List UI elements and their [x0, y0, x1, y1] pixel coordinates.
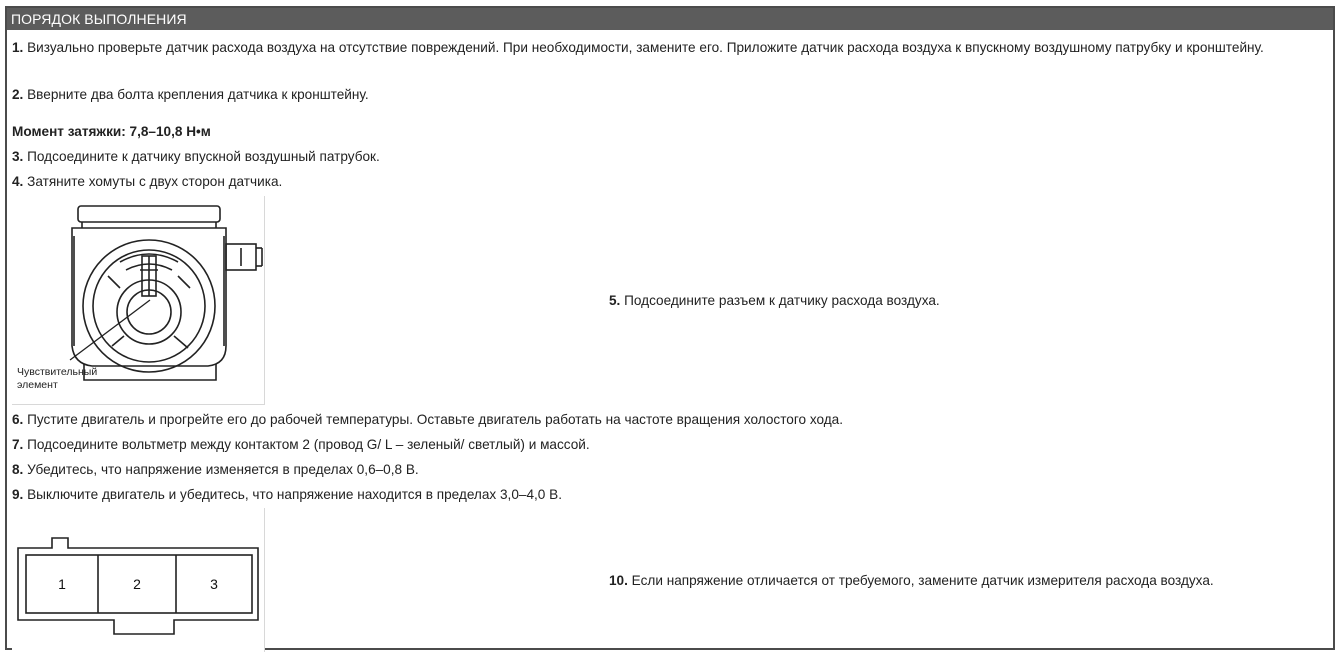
step-5 — [609, 291, 940, 310]
step-9-text: Выключите двигатель и убедитесь, что напряжение находится в пределах 3,0–4,0 В. — [23, 487, 562, 502]
step-4-number: 4. — [12, 174, 24, 189]
step-5-number: 5. — [609, 293, 621, 308]
step-4 — [12, 172, 282, 191]
connector-figure — [12, 508, 265, 652]
step-6 — [12, 410, 843, 429]
step-2-text: Вверните два болта крепления датчика к кронштейну. — [23, 87, 369, 102]
pin-2-label: 2 — [133, 576, 141, 592]
step-10-number: 10. — [609, 573, 628, 588]
step-1-text: Визуально проверьте датчик расхода воздуха на отсутствие повреждений. При необходимости, замените его. Приложите датчик расхода воздуха к впускному воздушному патрубку и кронштейну. — [23, 40, 1264, 55]
step-5-text: Подсоедините разъем к датчику расхода воздуха. — [620, 293, 940, 308]
step-3 — [12, 147, 380, 166]
sensor-figure — [12, 196, 265, 405]
caption-line-1: Чувствительный — [17, 366, 98, 378]
step-9-number: 9. — [12, 487, 24, 502]
connector-drawing — [12, 508, 264, 652]
step-8 — [12, 460, 419, 479]
procedure-panel — [5, 6, 1335, 650]
step-8-number: 8. — [12, 462, 24, 477]
pin-1-label: 1 — [58, 576, 66, 592]
section-header: ПОРЯДОК ВЫПОЛНЕНИЯ — [7, 8, 1333, 30]
step-4-text: Затяните хомуты с двух сторон датчика. — [23, 174, 283, 189]
step-2 — [12, 85, 369, 104]
step-6-number: 6. — [12, 412, 24, 427]
step-7-number: 7. — [12, 437, 24, 452]
step-10-text: Если напряжение отличается от требуемого, замените датчик измерителя расхода воздуха. — [627, 573, 1214, 588]
pin-3-label: 3 — [210, 576, 218, 592]
step-7 — [12, 435, 590, 454]
step-8-text: Убедитесь, что напряжение изменяется в пределах 0,6–0,8 В. — [23, 462, 419, 477]
torque-note: Момент затяжки: 7,8–10,8 Н•м — [12, 124, 211, 139]
step-10 — [609, 571, 1214, 590]
step-2-number: 2. — [12, 87, 24, 102]
step-9 — [12, 485, 562, 504]
step-7-text: Подсоедините вольтметр между контактом 2 (провод G/ L – зеленый/ светлый) и массой. — [23, 437, 590, 452]
step-3-text: Подсоедините к датчику впускной воздушный патрубок. — [23, 149, 380, 164]
step-3-number: 3. — [12, 149, 24, 164]
sensor-caption — [17, 366, 97, 392]
step-1 — [12, 38, 1312, 57]
caption-line-2: элемент — [17, 379, 58, 391]
step-1-number: 1. — [12, 40, 24, 55]
step-6-text: Пустите двигатель и прогрейте его до рабочей температуры. Оставьте двигатель работать на частоте вращения холостого хода. — [23, 412, 844, 427]
